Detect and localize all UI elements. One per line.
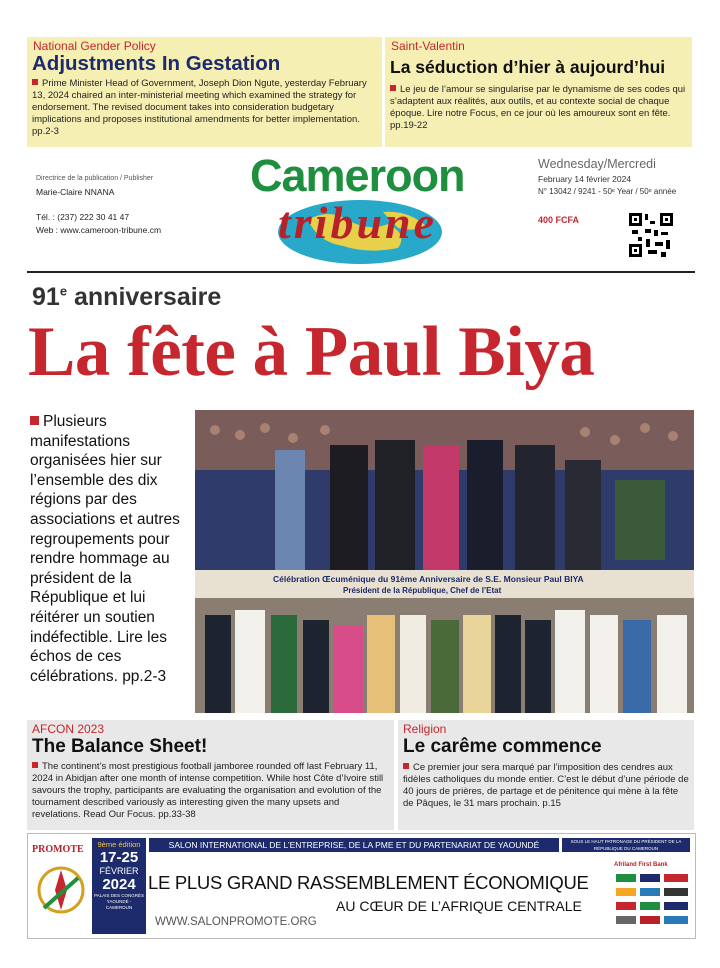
qr-code-icon[interactable] bbox=[628, 212, 674, 258]
date-day bbox=[538, 157, 656, 171]
ad-dates: 17-25 bbox=[99, 849, 139, 866]
banner-text-2: Président de la République, Chef de l’Etat bbox=[343, 586, 502, 595]
teaser-body-text: Le jeu de l’amour se singularise par le dynamisme de ses codes qui s’adaptent aux réalités, aux outils, et au contexte social de chaque époque. Lire notre Focus, en ce jour où les amoureux sont en fête. pp.19-22 bbox=[390, 84, 686, 131]
ad-url[interactable]: WWW.SALONPROMOTE.ORG bbox=[155, 916, 317, 928]
ad-edition: 9ème édition bbox=[97, 840, 141, 849]
afcon-body bbox=[32, 761, 390, 821]
issue-number: N° 13042 / 9241 - 50ᵉ Year / 50ᵉ année bbox=[538, 187, 677, 196]
bullet-icon bbox=[403, 763, 409, 769]
ad-top-band: SALON INTERNATIONAL DE L’ENTREPRISE, DE LA PME ET DU PARTENARIAT DE YAOUNDÉ bbox=[149, 838, 559, 852]
ad-venue: PALAIS DES CONGRÈS YAOUNDÉ - CAMEROUN bbox=[94, 893, 144, 910]
day-en: Wednesday/ bbox=[538, 157, 608, 171]
sponsor-afriland: Afriland First Bank bbox=[614, 862, 668, 868]
ad-year: 2024 bbox=[102, 876, 136, 893]
ad-title-1: LE PLUS GRAND RASSEMBLEMENT ÉCONOMIQUE bbox=[148, 872, 589, 893]
teaser-body bbox=[32, 78, 377, 138]
lead-kicker bbox=[32, 283, 221, 312]
lead-photo[interactable] bbox=[195, 410, 694, 713]
cameroon-tribune-logo bbox=[248, 150, 468, 266]
publisher-label: Directrice de la publication / Publisher bbox=[36, 175, 154, 182]
kicker-number: 91 bbox=[32, 283, 60, 311]
religion-body-text: Ce premier jour sera marqué par l’imposition des cendres aux fidèles catholiques du monde entier. C’est le début d’une période de 40 jours de prières, de partage et de pénitence qui mène à la fête de Pâques, le 31 mars prochain. p.15 bbox=[403, 762, 689, 809]
masthead-rule bbox=[27, 271, 695, 273]
logo-cameroon: Cameroon bbox=[250, 150, 465, 201]
teaser-box-right[interactable] bbox=[385, 37, 692, 147]
afcon-kicker: AFCON 2023 bbox=[32, 722, 105, 736]
religion-body bbox=[403, 762, 691, 810]
promote-logo bbox=[32, 838, 90, 934]
teaser-body-text: Prime Minister Head of Government, Joseph Dion Ngute, yesterday February 13, 2024 chaired an inter-ministerial meeting which examined the strategy for endorsement. The revised document takes into consideration budgetary implications and proposes institutional amendments for better implementation. pp.2-3 bbox=[32, 78, 367, 137]
teaser-headline[interactable]: La séduction d’hier à aujourd’hui bbox=[390, 57, 666, 77]
price: 400 FCFA bbox=[538, 215, 580, 225]
ad-month: FÉVRIER bbox=[99, 866, 139, 876]
lead-summary bbox=[30, 412, 190, 686]
day-fr: Mercredi bbox=[607, 157, 656, 171]
teaser-kicker: Saint-Valentin bbox=[391, 39, 465, 53]
logo-tribune: tribune bbox=[278, 197, 438, 248]
bullet-icon bbox=[32, 79, 38, 85]
teaser-body bbox=[390, 84, 688, 132]
afcon-box[interactable] bbox=[27, 720, 394, 830]
promote-logo-text: PROMOTE bbox=[32, 844, 84, 855]
masthead-tel: Tél. : (237) 222 30 41 47 bbox=[36, 212, 130, 222]
afcon-headline[interactable]: The Balance Sheet! bbox=[32, 736, 208, 757]
banner-text-1: Célébration Œcuménique du 91ème Anniversaire de S.E. Monsieur Paul BIYA bbox=[273, 574, 584, 584]
publisher-name: Marie-Claire NNANA bbox=[36, 187, 115, 197]
ad-patronage: SOUS LE HAUT PATRONAGE DU PRÉSIDENT DE LA RÉPUBLIQUE DU CAMEROUN bbox=[562, 838, 690, 852]
religion-kicker: Religion bbox=[403, 722, 447, 736]
bullet-icon bbox=[390, 85, 396, 91]
sponsor-logos-icon bbox=[614, 868, 692, 932]
afcon-body-text: The continent’s most prestigious football jamboree rounded off last February 11, 2024 in Abidjan after one month of intense competition. While host Côte d’Ivoire still savours the trophy, participants are evaluating the organisation and evolution of the tournament described variously as interesting given the many upsets and revelations. Read Our Focus. pp.33-38 bbox=[32, 761, 384, 820]
promote-advert[interactable] bbox=[27, 833, 696, 939]
masthead-web[interactable]: Web : www.cameroon-tribune.cm bbox=[36, 225, 162, 235]
ad-date-block bbox=[92, 838, 146, 934]
lead-headline[interactable]: La fête à Paul Biya bbox=[28, 313, 595, 391]
lead-body-text: Plusieurs manifestations organisées hier sur l’ensemble des dix régions par des associations et autres regroupements pour rendre hommage au président de la République et lui réitérer un soutien indéfectible. Lire les échos de ces célébrations. pp.2-3 bbox=[30, 413, 180, 685]
teaser-headline[interactable]: Adjustments In Gestation bbox=[32, 52, 281, 75]
date-full: February 14 février 2024 bbox=[538, 174, 632, 184]
religion-headline[interactable]: Le carême commence bbox=[403, 736, 602, 757]
kicker-rest: anniversaire bbox=[67, 283, 222, 311]
kicker-sup: e bbox=[59, 283, 68, 299]
teaser-box-left[interactable] bbox=[27, 37, 382, 147]
bullet-icon bbox=[32, 762, 38, 768]
sponsor-grid bbox=[614, 856, 692, 936]
bullet-icon bbox=[30, 416, 39, 425]
qr-pattern bbox=[628, 212, 674, 258]
ad-title-2: AU CŒUR DE L’AFRIQUE CENTRALE bbox=[336, 898, 582, 914]
teaser-kicker: National Gender Policy bbox=[33, 39, 156, 53]
ceremony-image bbox=[195, 410, 694, 713]
religion-box[interactable] bbox=[398, 720, 694, 830]
